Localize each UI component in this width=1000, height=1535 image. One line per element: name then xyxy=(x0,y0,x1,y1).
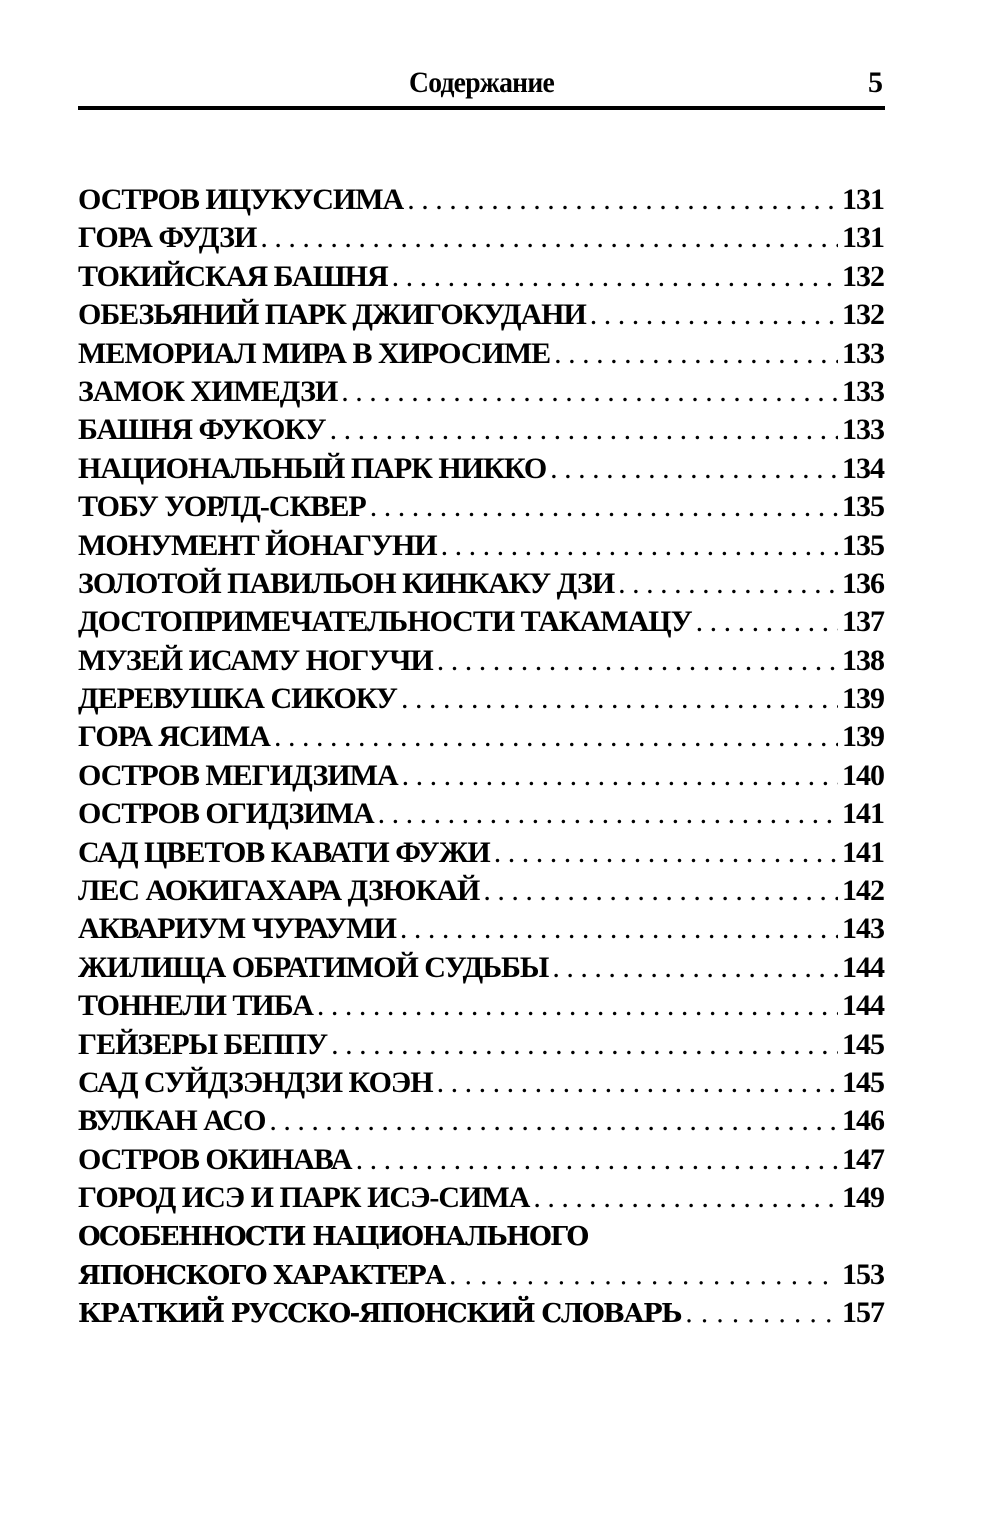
dot-leader xyxy=(378,795,838,833)
toc-entry-title: ТОБУ УОРЛД-СКВЕР xyxy=(78,490,366,524)
toc-entry-page: 143 xyxy=(842,912,884,946)
toc-entry[interactable] xyxy=(78,834,884,872)
dot-leader xyxy=(370,488,838,526)
dot-leader xyxy=(449,1257,838,1295)
toc-entry-page: 146 xyxy=(842,1104,884,1138)
toc-entry-page: 131 xyxy=(842,183,884,216)
toc-entry-title: ГОРОД ИСЭ И ПАРК ИСЭ-СИМА xyxy=(78,1181,530,1215)
toc-entry[interactable] xyxy=(78,181,884,219)
dot-leader xyxy=(590,296,838,334)
toc-entry-page: 145 xyxy=(842,1027,884,1061)
toc-entry-title: ТОННЕЛИ ТИБА xyxy=(78,989,313,1023)
toc-entry-title: ЛЕС АОКИГАХАРА ДЗЮКАЙ xyxy=(78,874,480,908)
toc-entry[interactable] xyxy=(78,219,884,257)
toc-entry-page: 132 xyxy=(842,259,884,293)
toc-entry-title: ОСТРОВ ИЦУКУСИМА xyxy=(78,183,404,216)
dot-leader xyxy=(341,373,838,411)
dot-leader xyxy=(483,872,838,910)
toc-entry-title: ГЕЙЗЕРЫ БЕППУ xyxy=(78,1027,328,1061)
toc-entry-title: БАШНЯ ФУКОКУ xyxy=(78,413,326,447)
toc-entry[interactable] xyxy=(78,603,884,641)
toc-entry-title: ОБЕЗЬЯНИЙ ПАРК ДЖИГОКУДАНИ xyxy=(78,298,586,332)
toc-entry[interactable] xyxy=(78,795,884,833)
toc-entry[interactable] xyxy=(78,1102,884,1140)
toc-entry[interactable] xyxy=(78,680,884,718)
dot-leader xyxy=(437,642,838,680)
header-rule xyxy=(78,106,885,110)
toc-entry-page: 147 xyxy=(842,1142,884,1176)
toc-entry-title: ДОСТОПРИМЕЧАТЕЛЬНОСТИ ТАКАМАЦУ xyxy=(78,605,692,639)
toc-entry-title: САД СУЙДЗЭНДЗИ КОЭН xyxy=(78,1065,433,1099)
dot-leader xyxy=(441,527,838,565)
dot-leader xyxy=(533,1179,838,1217)
toc-entry-page: 134 xyxy=(842,451,884,485)
dot-leader xyxy=(269,1102,838,1140)
toc-entry[interactable] xyxy=(78,872,884,910)
toc-entry[interactable] xyxy=(78,1218,884,1256)
toc-entry-page: 137 xyxy=(842,605,884,639)
toc-entry-page: 136 xyxy=(842,566,884,600)
dot-leader xyxy=(356,1141,838,1179)
table-of-contents xyxy=(78,181,884,1333)
toc-entry-page: 144 xyxy=(842,950,884,984)
toc-entry-title: ГОРА ФУДЗИ xyxy=(78,221,257,255)
toc-entry[interactable] xyxy=(78,1026,884,1064)
toc-entry-page: 141 xyxy=(842,835,884,869)
dot-leader xyxy=(550,450,838,488)
toc-entry-title: НАЦИОНАЛЬНЫЙ ПАРК НИККО xyxy=(78,451,547,485)
toc-entry-title: ТОКИЙСКАЯ БАШНЯ xyxy=(78,259,388,293)
toc-entry-page: 149 xyxy=(842,1181,884,1215)
toc-entry-page: 133 xyxy=(842,336,884,370)
dot-leader xyxy=(685,1295,838,1333)
toc-entry-page: 133 xyxy=(842,413,884,447)
toc-entry-page: 145 xyxy=(842,1065,884,1099)
dot-leader xyxy=(317,987,838,1025)
toc-entry-title: ЗОЛОТОЙ ПАВИЛЬОН КИНКАКУ ДЗИ xyxy=(78,566,615,600)
dot-leader xyxy=(274,718,838,756)
toc-entry[interactable] xyxy=(78,1141,884,1179)
toc-entry-page: 131 xyxy=(842,221,884,255)
toc-entry-title: ОСТРОВ ОГИДЗИМА xyxy=(78,797,374,831)
toc-entry-title: САД ЦВЕТОВ КАВАТИ ФУЖИ xyxy=(78,835,490,869)
toc-entry-title: ОСОБЕННОСТИ НАЦИОНАЛЬНОГО xyxy=(78,1221,588,1252)
toc-entry[interactable] xyxy=(78,987,884,1025)
dot-leader xyxy=(696,603,838,641)
dot-leader xyxy=(402,757,838,795)
toc-entry-title: КРАТКИЙ РУССКО-ЯПОНСКИЙ СЛОВАРЬ xyxy=(78,1299,681,1330)
toc-entry-page: 133 xyxy=(842,374,884,408)
dot-leader xyxy=(392,258,838,296)
toc-entry[interactable] xyxy=(78,910,884,948)
toc-entry[interactable] xyxy=(78,1294,884,1332)
toc-entry-title: ДЕРЕВУШКА СИКОКУ xyxy=(78,682,397,716)
toc-entry-title: АКВАРИУМ ЧУРАУМИ xyxy=(78,912,396,946)
page-title: Содержание xyxy=(408,66,555,99)
toc-entry-page: 139 xyxy=(842,720,884,754)
toc-entry[interactable] xyxy=(78,642,884,680)
toc-entry[interactable] xyxy=(78,411,884,449)
toc-entry[interactable] xyxy=(78,296,884,334)
toc-entry-title: ЖИЛИЩА ОБРАТИМОЙ СУДЬБЫ xyxy=(78,950,549,984)
toc-entry-page: 157 xyxy=(842,1296,884,1330)
toc-entry-title: ГОРА ЯСИМА xyxy=(78,720,270,754)
toc-entry-page: 141 xyxy=(842,797,884,831)
toc-entry-page: 142 xyxy=(842,874,884,908)
dot-leader xyxy=(401,680,838,718)
toc-entry-title: ЗАМОК ХИМЕДЗИ xyxy=(78,374,338,408)
toc-entry[interactable] xyxy=(78,757,884,795)
toc-entry[interactable] xyxy=(78,565,884,603)
page-number: 5 xyxy=(868,66,883,99)
dot-leader xyxy=(494,834,838,872)
toc-entry[interactable] xyxy=(78,718,884,756)
toc-entry-page: 144 xyxy=(842,989,884,1023)
toc-entry-title: ОСТРОВ МЕГИДЗИМА xyxy=(78,758,398,792)
toc-entry-page: 140 xyxy=(842,758,884,792)
toc-entry-title: МЕМОРИАЛ МИРА В ХИРОСИМЕ xyxy=(78,336,551,370)
toc-entry[interactable] xyxy=(78,373,884,411)
toc-entry-page: 153 xyxy=(842,1257,884,1291)
toc-entry[interactable] xyxy=(78,335,884,373)
toc-entry-title: ОСТРОВ ОКИНАВА xyxy=(78,1142,352,1176)
dot-leader xyxy=(552,949,838,987)
toc-entry-page: 132 xyxy=(842,298,884,332)
dot-leader xyxy=(331,1026,838,1064)
toc-entry-page: 138 xyxy=(842,643,884,677)
toc-entry[interactable] xyxy=(78,488,884,526)
toc-entry-title: МУЗЕЙ ИСАМУ НОГУЧИ xyxy=(78,643,433,677)
running-header xyxy=(78,62,885,108)
toc-entry-title: МОНУМЕНТ ЙОНАГУНИ xyxy=(78,528,437,562)
toc-entry-title: ЯПОНСКОГО ХАРАКТЕРА xyxy=(78,1260,445,1291)
dot-leader xyxy=(618,565,838,603)
toc-entry[interactable] xyxy=(78,258,884,296)
toc-entry[interactable] xyxy=(78,1256,884,1294)
toc-entry[interactable] xyxy=(78,450,884,488)
dot-leader xyxy=(437,1064,838,1102)
dot-leader xyxy=(407,181,838,219)
dot-leader xyxy=(260,219,838,257)
toc-entry-page: 139 xyxy=(842,682,884,716)
dot-leader xyxy=(400,910,838,948)
toc-entry[interactable] xyxy=(78,1064,884,1102)
dot-leader xyxy=(554,335,838,373)
toc-entry[interactable] xyxy=(78,949,884,987)
toc-entry-page: 135 xyxy=(842,490,884,524)
toc-entry[interactable] xyxy=(78,1179,884,1217)
toc-entry-page: 135 xyxy=(842,528,884,562)
dot-leader xyxy=(330,411,838,449)
toc-entry-title: ВУЛКАН АСО xyxy=(78,1104,266,1138)
toc-entry[interactable] xyxy=(78,527,884,565)
